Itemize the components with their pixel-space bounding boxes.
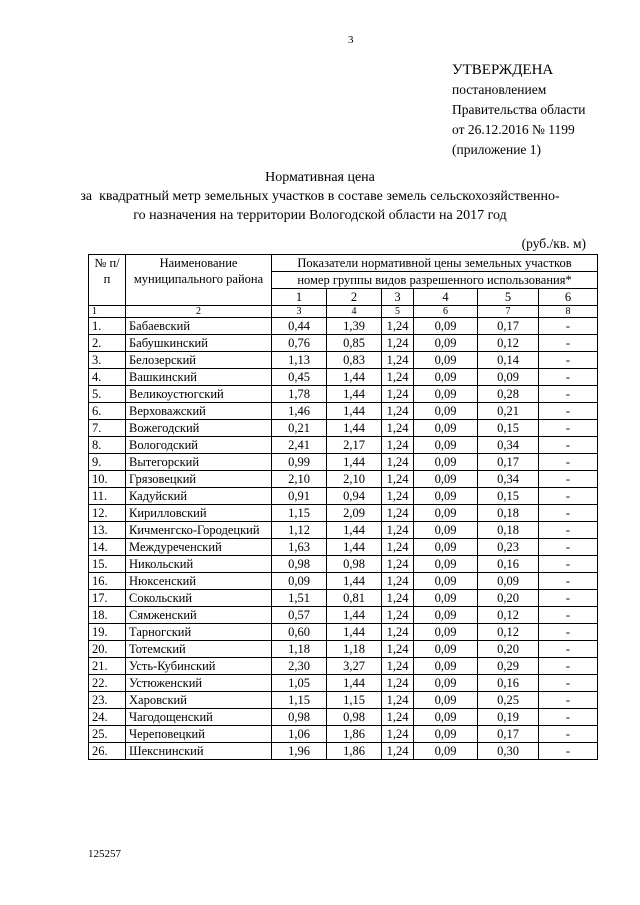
- price-value: -: [539, 335, 598, 352]
- price-value: -: [539, 471, 598, 488]
- price-value: 1,24: [382, 641, 414, 658]
- district-name: Вологодский: [126, 437, 272, 454]
- price-value: 0,09: [478, 369, 539, 386]
- price-value: 0,09: [414, 658, 478, 675]
- price-value: -: [539, 318, 598, 335]
- price-value: 0,09: [414, 352, 478, 369]
- page-number: 3: [348, 34, 354, 46]
- price-value: -: [539, 420, 598, 437]
- table-row: [89, 454, 598, 471]
- title-line: Нормативная цена: [265, 170, 375, 185]
- price-value: 2,41: [272, 437, 327, 454]
- row-number: 20.: [89, 641, 126, 658]
- price-value: 0,99: [272, 454, 327, 471]
- table-row: [89, 658, 598, 675]
- price-value: 1,24: [382, 403, 414, 420]
- price-value: 0,45: [272, 369, 327, 386]
- row-number: 10.: [89, 471, 126, 488]
- price-value: 1,05: [272, 675, 327, 692]
- price-value: -: [539, 352, 598, 369]
- price-value: 1,24: [382, 505, 414, 522]
- row-number: 12.: [89, 505, 126, 522]
- price-value: -: [539, 539, 598, 556]
- price-value: 1,39: [327, 318, 382, 335]
- row-number: 17.: [89, 590, 126, 607]
- district-name: Сямженский: [126, 607, 272, 624]
- row-number: 26.: [89, 743, 126, 760]
- price-value: 0,94: [327, 488, 382, 505]
- price-value: 0,09: [414, 522, 478, 539]
- price-value: 0,17: [478, 318, 539, 335]
- price-value: 1,24: [382, 607, 414, 624]
- district-name: Белозерский: [126, 352, 272, 369]
- price-value: 1,78: [272, 386, 327, 403]
- price-value: 0,09: [414, 437, 478, 454]
- price-value: 1,24: [382, 488, 414, 505]
- price-value: 0,09: [414, 454, 478, 471]
- price-value: 0,09: [414, 641, 478, 658]
- price-value: 0,09: [414, 726, 478, 743]
- price-value: 0,09: [414, 709, 478, 726]
- price-value: 1,18: [272, 641, 327, 658]
- table-row: [89, 641, 598, 658]
- price-value: 0,15: [478, 488, 539, 505]
- price-value: 1,44: [327, 522, 382, 539]
- price-value: 0,23: [478, 539, 539, 556]
- district-name: Вожегодский: [126, 420, 272, 437]
- price-value: 1,44: [327, 573, 382, 590]
- district-name: Вытегорский: [126, 454, 272, 471]
- price-value: 1,15: [327, 692, 382, 709]
- column-number: 8: [539, 306, 598, 318]
- price-value: 1,24: [382, 335, 414, 352]
- table-row: [89, 743, 598, 760]
- price-value: 0,91: [272, 488, 327, 505]
- price-value: -: [539, 556, 598, 573]
- price-value: 1,44: [327, 675, 382, 692]
- price-value: 1,24: [382, 522, 414, 539]
- header-group: номер группы видов разрешенного использования*: [272, 272, 598, 289]
- price-value: 0,83: [327, 352, 382, 369]
- price-value: -: [539, 675, 598, 692]
- price-value: 1,24: [382, 386, 414, 403]
- price-value: 1,24: [382, 471, 414, 488]
- price-value: 0,09: [414, 318, 478, 335]
- district-name: Бабушкинский: [126, 335, 272, 352]
- price-value: -: [539, 403, 598, 420]
- price-value: 1,44: [327, 420, 382, 437]
- price-value: 0,25: [478, 692, 539, 709]
- price-value: 1,86: [327, 726, 382, 743]
- district-name: Бабаевский: [126, 318, 272, 335]
- price-value: 0,12: [478, 335, 539, 352]
- price-value: 1,24: [382, 692, 414, 709]
- price-value: 0,81: [327, 590, 382, 607]
- price-value: 1,46: [272, 403, 327, 420]
- price-value: 0,09: [414, 590, 478, 607]
- price-value: 2,09: [327, 505, 382, 522]
- price-value: -: [539, 437, 598, 454]
- price-value: 0,60: [272, 624, 327, 641]
- price-value: 0,21: [478, 403, 539, 420]
- header-group-number: 5: [478, 289, 539, 306]
- price-value: 1,44: [327, 369, 382, 386]
- price-value: 0,85: [327, 335, 382, 352]
- price-value: -: [539, 505, 598, 522]
- price-value: 0,20: [478, 641, 539, 658]
- row-number: 1.: [89, 318, 126, 335]
- price-value: 0,18: [478, 505, 539, 522]
- price-value: 0,30: [478, 743, 539, 760]
- row-number: 24.: [89, 709, 126, 726]
- table-row: [89, 607, 598, 624]
- district-name: Кирилловский: [126, 505, 272, 522]
- price-value: 1,24: [382, 658, 414, 675]
- district-name: Череповецкий: [126, 726, 272, 743]
- price-value: 1,24: [382, 318, 414, 335]
- price-value: 0,09: [414, 624, 478, 641]
- table-row: [89, 335, 598, 352]
- approval-date: от 26.12.2016 № 1199: [452, 122, 575, 137]
- units-label: (руб./кв. м): [521, 236, 586, 251]
- price-value: 0,09: [414, 471, 478, 488]
- table-row: [89, 352, 598, 369]
- price-value: 0,98: [327, 556, 382, 573]
- table-row: [89, 692, 598, 709]
- district-name: Грязовецкий: [126, 471, 272, 488]
- price-value: -: [539, 573, 598, 590]
- table-row: [89, 675, 598, 692]
- title-line: го назначения на территории Вологодской области на 2017 год: [133, 208, 507, 223]
- price-value: 1,86: [327, 743, 382, 760]
- title-line: за квадратный метр земельных участков в составе земель сельскохозяйственно-: [80, 189, 560, 204]
- price-value: 0,09: [414, 386, 478, 403]
- header-group-number: 6: [539, 289, 598, 306]
- row-number: 16.: [89, 573, 126, 590]
- price-value: 0,12: [478, 624, 539, 641]
- price-value: 0,12: [478, 607, 539, 624]
- price-value: 0,09: [414, 607, 478, 624]
- price-value: 1,24: [382, 675, 414, 692]
- row-number: 5.: [89, 386, 126, 403]
- price-value: 0,20: [478, 590, 539, 607]
- price-value: 0,57: [272, 607, 327, 624]
- price-value: 0,34: [478, 471, 539, 488]
- district-name: Кичменгско-Городецкий: [126, 522, 272, 539]
- price-value: 1,24: [382, 726, 414, 743]
- header-number: № п/п: [89, 255, 126, 306]
- price-value: -: [539, 454, 598, 471]
- price-value: 0,29: [478, 658, 539, 675]
- price-value: 1,51: [272, 590, 327, 607]
- price-value: 0,09: [414, 743, 478, 760]
- header-district-name: Наименование муниципального района: [126, 255, 272, 306]
- price-value: 0,09: [414, 675, 478, 692]
- row-number: 9.: [89, 454, 126, 471]
- price-value: 1,44: [327, 454, 382, 471]
- row-number: 22.: [89, 675, 126, 692]
- price-value: 0,09: [414, 539, 478, 556]
- price-value: 0,44: [272, 318, 327, 335]
- price-value: 1,24: [382, 454, 414, 471]
- column-number: 1: [89, 306, 126, 318]
- price-value: 1,18: [327, 641, 382, 658]
- price-value: 1,24: [382, 352, 414, 369]
- price-value: 0,34: [478, 437, 539, 454]
- price-value: 1,24: [382, 709, 414, 726]
- district-name: Никольский: [126, 556, 272, 573]
- price-value: 0,28: [478, 386, 539, 403]
- approval-line: постановлением: [452, 82, 547, 97]
- price-value: 0,09: [478, 573, 539, 590]
- row-number: 3.: [89, 352, 126, 369]
- price-value: 0,09: [414, 369, 478, 386]
- table-row: [89, 726, 598, 743]
- district-name: Великоустюгский: [126, 386, 272, 403]
- price-value: 1,44: [327, 607, 382, 624]
- price-value: 0,09: [414, 335, 478, 352]
- price-value: 1,13: [272, 352, 327, 369]
- table-row: [89, 522, 598, 539]
- price-value: 1,24: [382, 369, 414, 386]
- table-row: [89, 488, 598, 505]
- column-number: 7: [478, 306, 539, 318]
- row-number: 4.: [89, 369, 126, 386]
- district-name: Сокольский: [126, 590, 272, 607]
- price-value: 1,44: [327, 386, 382, 403]
- price-value: 0,09: [414, 556, 478, 573]
- price-value: -: [539, 590, 598, 607]
- table-row: [89, 437, 598, 454]
- price-value: 0,14: [478, 352, 539, 369]
- price-value: -: [539, 488, 598, 505]
- price-value: 0,15: [478, 420, 539, 437]
- district-name: Кадуйский: [126, 488, 272, 505]
- price-value: 0,09: [414, 505, 478, 522]
- row-number: 2.: [89, 335, 126, 352]
- price-value: 0,17: [478, 454, 539, 471]
- price-value: 1,44: [327, 403, 382, 420]
- footer-code: 125257: [88, 848, 121, 860]
- district-name: Усть-Кубинский: [126, 658, 272, 675]
- table-row: [89, 420, 598, 437]
- price-value: 1,24: [382, 573, 414, 590]
- table-row: [89, 369, 598, 386]
- price-value: 0,09: [414, 488, 478, 505]
- price-value: 0,98: [272, 556, 327, 573]
- price-value: 1,12: [272, 522, 327, 539]
- price-value: -: [539, 658, 598, 675]
- price-value: 0,09: [414, 692, 478, 709]
- header-group-number: 1: [272, 289, 327, 306]
- price-value: -: [539, 709, 598, 726]
- column-number: 4: [327, 306, 382, 318]
- price-value: 3,27: [327, 658, 382, 675]
- district-name: Харовский: [126, 692, 272, 709]
- table-row: [89, 590, 598, 607]
- approval-line: Правительства области: [452, 102, 586, 117]
- price-value: 0,17: [478, 726, 539, 743]
- price-value: 1,24: [382, 590, 414, 607]
- document-title: [30, 168, 610, 225]
- table-row: [89, 709, 598, 726]
- header-group-number: 2: [327, 289, 382, 306]
- table-row: [89, 505, 598, 522]
- price-value: 1,24: [382, 420, 414, 437]
- price-value: 0,09: [272, 573, 327, 590]
- district-name: Чагодощенский: [126, 709, 272, 726]
- district-name: Тотемский: [126, 641, 272, 658]
- price-value: 1,15: [272, 692, 327, 709]
- price-value: -: [539, 743, 598, 760]
- price-value: 0,21: [272, 420, 327, 437]
- district-name: Верховажский: [126, 403, 272, 420]
- price-value: 0,16: [478, 556, 539, 573]
- table-row: [89, 318, 598, 335]
- header-group-number: 4: [414, 289, 478, 306]
- price-value: 1,24: [382, 743, 414, 760]
- price-table: [88, 254, 598, 760]
- price-value: 0,76: [272, 335, 327, 352]
- approval-appendix: (приложение 1): [452, 142, 542, 157]
- table-row: [89, 386, 598, 403]
- price-value: -: [539, 522, 598, 539]
- table-row: [89, 471, 598, 488]
- price-value: -: [539, 641, 598, 658]
- row-number: 11.: [89, 488, 126, 505]
- approval-block: [452, 60, 585, 160]
- header-indicators: Показатели нормативной цены земельных участков: [272, 255, 598, 272]
- price-value: -: [539, 369, 598, 386]
- row-number: 21.: [89, 658, 126, 675]
- price-value: 2,30: [272, 658, 327, 675]
- district-name: Устюженский: [126, 675, 272, 692]
- table-row: [89, 556, 598, 573]
- price-value: 1,44: [327, 539, 382, 556]
- column-number: 6: [414, 306, 478, 318]
- price-value: -: [539, 726, 598, 743]
- district-name: Тарногский: [126, 624, 272, 641]
- price-value: 0,16: [478, 675, 539, 692]
- district-name: Междуреченский: [126, 539, 272, 556]
- row-number: 23.: [89, 692, 126, 709]
- header-group-number: 3: [382, 289, 414, 306]
- price-value: -: [539, 624, 598, 641]
- price-value: 0,19: [478, 709, 539, 726]
- price-value: 2,10: [327, 471, 382, 488]
- row-number: 18.: [89, 607, 126, 624]
- table-row: [89, 403, 598, 420]
- row-number: 8.: [89, 437, 126, 454]
- approval-heading: УТВЕРЖДЕНА: [452, 62, 554, 78]
- price-value: 1,24: [382, 437, 414, 454]
- price-value: 2,17: [327, 437, 382, 454]
- price-value: 1,24: [382, 624, 414, 641]
- column-number: 5: [382, 306, 414, 318]
- table-row: [89, 624, 598, 641]
- row-number: 15.: [89, 556, 126, 573]
- district-name: Вашкинский: [126, 369, 272, 386]
- district-name: Шекснинский: [126, 743, 272, 760]
- row-number: 25.: [89, 726, 126, 743]
- price-value: 1,15: [272, 505, 327, 522]
- price-value: 0,09: [414, 420, 478, 437]
- column-number: 3: [272, 306, 327, 318]
- price-value: -: [539, 607, 598, 624]
- row-number: 14.: [89, 539, 126, 556]
- price-value: 0,09: [414, 573, 478, 590]
- column-number: 2: [126, 306, 272, 318]
- row-number: 19.: [89, 624, 126, 641]
- price-value: 1,63: [272, 539, 327, 556]
- price-value: 1,96: [272, 743, 327, 760]
- district-name: Нюксенский: [126, 573, 272, 590]
- price-value: -: [539, 692, 598, 709]
- price-value: 1,24: [382, 539, 414, 556]
- price-value: 0,98: [272, 709, 327, 726]
- row-number: 6.: [89, 403, 126, 420]
- price-value: 2,10: [272, 471, 327, 488]
- price-value: 1,06: [272, 726, 327, 743]
- price-value: 1,24: [382, 556, 414, 573]
- table-row: [89, 539, 598, 556]
- price-value: 0,98: [327, 709, 382, 726]
- price-value: 0,18: [478, 522, 539, 539]
- price-value: 0,09: [414, 403, 478, 420]
- row-number: 7.: [89, 420, 126, 437]
- price-value: 1,44: [327, 624, 382, 641]
- row-number: 13.: [89, 522, 126, 539]
- table-row: [89, 573, 598, 590]
- price-value: -: [539, 386, 598, 403]
